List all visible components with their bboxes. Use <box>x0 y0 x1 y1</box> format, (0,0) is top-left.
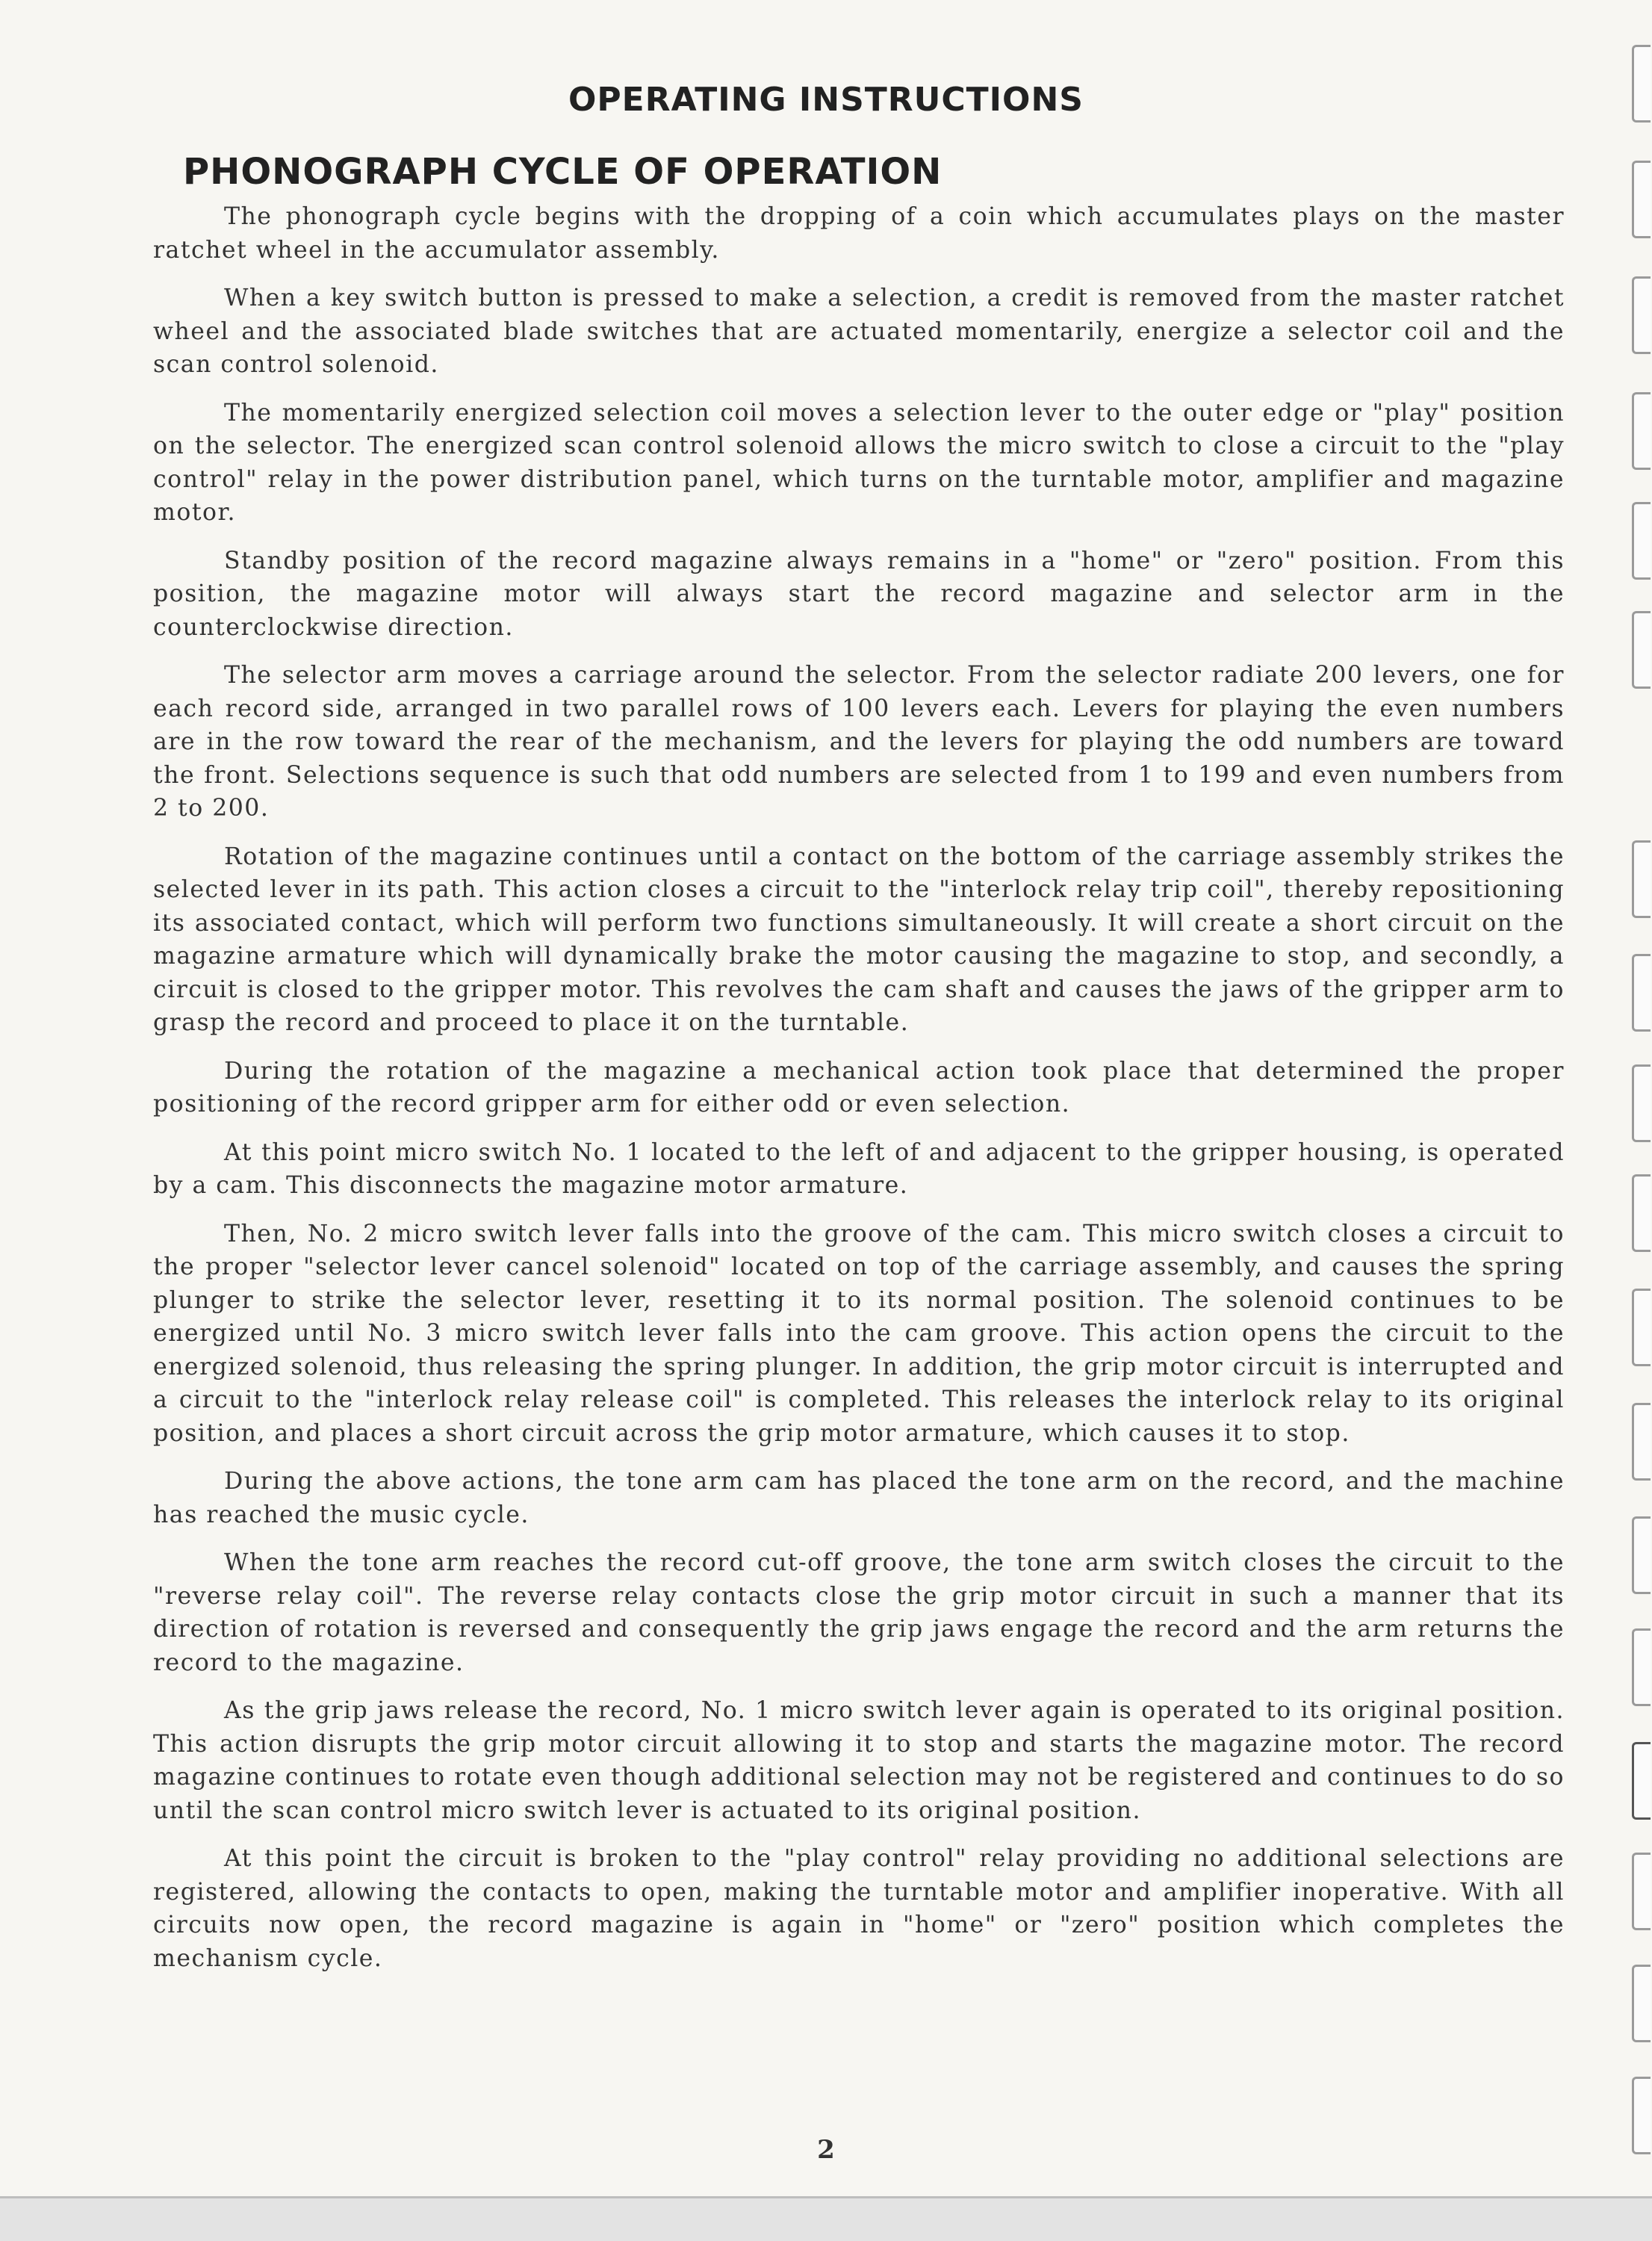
footer-band <box>0 2198 1652 2241</box>
binding-ring-icon <box>1632 1965 1651 2042</box>
paragraph: When a key switch button is pressed to make a selection, a credit is removed from the master ratchet wheel and the associated blade switches that are actuated momentarily, energize a selector coil and the scan control solenoid. <box>153 285 1565 378</box>
binding-ring-icon <box>1632 2077 1651 2154</box>
paragraph: The selector arm moves a carriage around the selector. From the selector radiate 200 levers, one for each record side, arranged in two parallel rows of 100 levers each. Levers for playing the even numbers are in the row toward the rear of the mechanism, and the levers for playing the odd numbers are toward the front. Selections sequence is such that odd numbers are selected from 1 to 199 and even numbers from 2 to 200. <box>153 662 1565 822</box>
paragraph: Standby position of the record magazine always remains in a "home" or "zero" position. From this position, the magazine motor will always start the record magazine and selector arm in the counterclockwise direction. <box>153 547 1565 641</box>
binding-ring-icon <box>1632 1064 1651 1142</box>
paragraph: During the rotation of the magazine a mechanical action took place that determined the proper positioning of the record gripper arm for either odd or even selection. <box>153 1057 1565 1118</box>
paragraph: The phonograph cycle begins with the dropping of a coin which accumulates plays on the master ratchet wheel in the accumulator assembly. <box>153 203 1565 264</box>
binding-ring-icon <box>1632 1403 1651 1481</box>
binding-ring-icon <box>1632 611 1651 689</box>
paragraph: Then, No. 2 micro switch lever falls into the groove of the cam. This micro switch closes a circuit to the proper "selector lever cancel solenoid" located on top of the carriage assembly, and causes the spring plunger to strike the selector lever, resetting it to its normal position. The solenoid continues to be energized until No. 3 micro switch lever falls into the cam groove. This action opens the circuit to the energized solenoid, thus releasing the spring plunger. In addition, the grip motor circuit is interrupted and a circuit to the "interlock relay release coil" is completed. This releases the interlock relay to its original position, and places a short circuit across the grip motor armature, which causes it to stop. <box>153 1220 1565 1447</box>
binding-ring-icon <box>1632 1742 1651 1820</box>
binding-ring-icon <box>1632 1853 1651 1930</box>
paragraph: The momentarily energized selection coil moves a selection lever to the outer edge or "play" position on the selector. The energized scan control solenoid allows the micro switch to close a circuit to the "play control" relay in the power distribution panel, which turns on the turntable motor, amplifier and magazine motor. <box>153 399 1565 526</box>
paragraph: As the grip jaws release the record, No. 1 micro switch lever again is operated to its original position. This action disrupts the grip motor circuit allowing it to stop and starts the magazine motor. The record magazine continues to rotate even though additional selection may not be registered and continues to do so until the scan control micro switch lever is actuated to its original position. <box>153 1697 1565 1824</box>
paragraph: Rotation of the magazine continues until a contact on the bottom of the carriage assembly strikes the selected lever in its path. This action closes a circuit to the "interlock relay trip coil", thereby repositioning its associated contact, which will perform two functions simultaneously. It will create a short circuit on the magazine armature which will dynamically brake the motor causing the magazine to stop, and secondly, a circuit is closed to the gripper motor. This revolves the cam shaft and causes the jaws of the gripper arm to grasp the record and proceed to place it on the turntable. <box>153 843 1565 1036</box>
binding-ring-icon <box>1632 840 1651 918</box>
binding-ring-icon <box>1632 1289 1651 1366</box>
binding-ring-icon <box>1632 954 1651 1032</box>
binding-ring-icon <box>1632 161 1651 238</box>
body-text <box>153 200 1565 1990</box>
paragraph: During the above actions, the tone arm cam has placed the tone arm on the record, and the machine has reached the music cycle. <box>153 1468 1565 1528</box>
binding-ring-icon <box>1632 1628 1651 1706</box>
page-number: 2 <box>817 2135 835 2165</box>
paragraph: At this point the circuit is broken to the "play control" relay providing no additional selections are registered, allowing the contacts to open, making the turntable motor and amplifier inoperative. With all circuits now open, the record magazine is again in "home" or "zero" position which completes the mechanism cycle. <box>153 1845 1565 1972</box>
section-title: PHONOGRAPH CYCLE OF OPERATION <box>183 151 943 193</box>
binding-ring-icon <box>1632 392 1651 470</box>
paragraph: At this point micro switch No. 1 located to the left of and adjacent to the gripper housing, is operated by a cam. This disconnects the magazine motor armature. <box>153 1138 1565 1199</box>
binding-ring-icon <box>1632 1516 1651 1594</box>
binding-ring-icon <box>1632 502 1651 580</box>
binding-ring-icon <box>1632 1174 1651 1252</box>
binding-ring-icon <box>1632 276 1651 354</box>
page-title: OPERATING INSTRUCTIONS <box>568 81 1084 119</box>
binding-ring-icon <box>1632 45 1651 123</box>
paragraph: When the tone arm reaches the record cut-off groove, the tone arm switch closes the circuit to the "reverse relay coil". The reverse relay contacts close the grip motor circuit in such a manner that its direction of rotation is reversed and consequently the grip jaws engage the record and the arm returns the record to the magazine. <box>153 1549 1565 1676</box>
spiral-binding <box>1632 0 1652 2196</box>
